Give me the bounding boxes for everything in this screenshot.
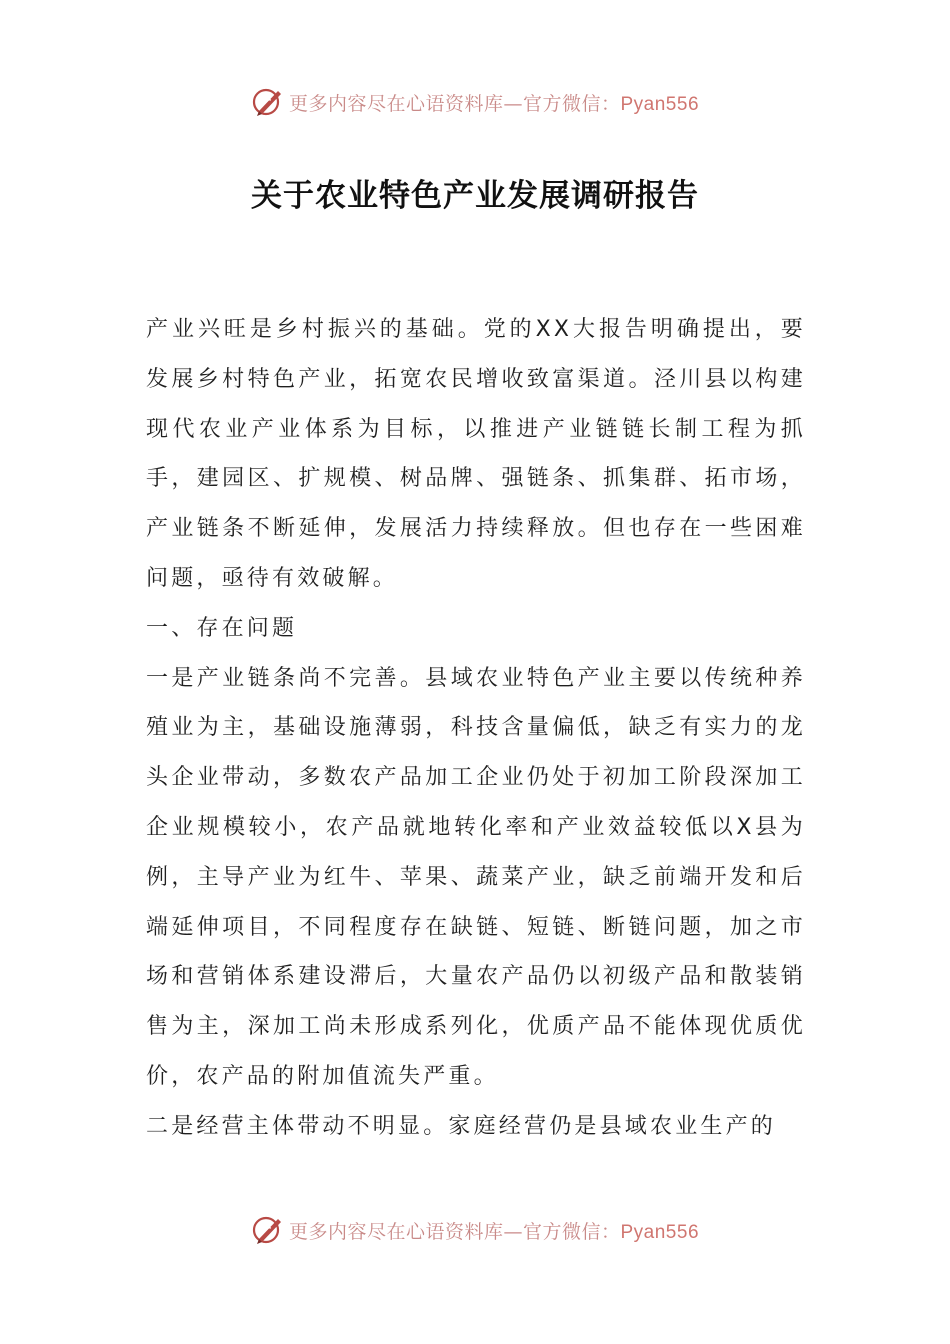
document-title: 关于农业特色产业发展调研报告 — [251, 178, 699, 214]
watermark-label: 更多内容尽在心语资料库—官方微信： — [288, 1220, 621, 1243]
header-watermark — [0, 82, 950, 122]
watermark-text — [289, 89, 699, 116]
paragraph-issue-2: 二是经营主体带动不明显。家庭经营仍是县域农业生产的 — [146, 1113, 777, 1139]
pen-circle-logo-icon — [251, 85, 285, 119]
watermark-text — [289, 1217, 699, 1244]
footer-watermark — [0, 1210, 950, 1250]
watermark-account: Pyan556 — [620, 93, 700, 115]
section-heading: 一、存在问题 — [146, 615, 298, 641]
pen-circle-logo-icon — [251, 1213, 285, 1247]
paragraph-issue-1: 一是产业链条尚不完善。县域农业特色产业主要以传统种养殖业为主，基础设施薄弱，科技含量偏低，缺乏有实力的龙头企业带动，多数农产品加工企业仍处于初加工阶段深加工企业规模较小，农产品就地转化率和产业效益较低以X县为例，主导产业为红牛、苹果、蔬菜产业，缺乏前端开发和后端延伸项目，不同程度存在缺链、短链、断链问题，加之市场和营销体系建设滞后，大量农产品仍以初级产品和散装销售为主，深加工尚未形成系列化，优质产品不能体现优质优价，农产品的附加值流失严重。 — [146, 665, 806, 1089]
watermark-label: 更多内容尽在心语资料库—官方微信： — [288, 92, 621, 115]
paragraph-intro: 产业兴旺是乡村振兴的基础。党的XX大报告明确提出，要发展乡村特色产业，拓宽农民增收致富渠道。泾川县以构建现代农业产业体系为目标，以推进产业链链长制工程为抓手，建园区、扩规模、树品牌、强链条、抓集群、拓市场，产业链条不断延伸，发展活力持续释放。但也存在一些困难问题，亟待有效破解。 — [146, 317, 806, 591]
watermark-account: Pyan556 — [620, 1221, 700, 1243]
document-body — [146, 305, 806, 1152]
